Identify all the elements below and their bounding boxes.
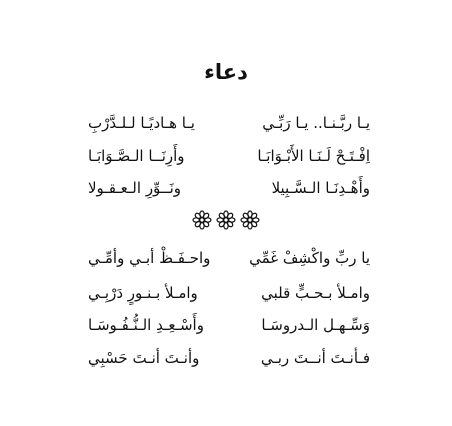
- verse-first-hemistich: وَسِّـهـل الـدروسَـا: [261, 316, 370, 334]
- verse-second-hemistich: واحـفَـظْ أبـي وأمِّـي: [88, 249, 211, 267]
- verse-first-hemistich: يا ربِّ واكْشِفْ غَمِّي: [249, 249, 370, 267]
- verse-second-hemistich: وأنـتَ أنـتَ حَسْبِي: [88, 349, 200, 367]
- verse-first-hemistich: وامـلأ بـحـبٍّ قلبي: [261, 284, 370, 302]
- poem-title: دعاء: [204, 60, 248, 84]
- flower-ornament-icon: [192, 210, 212, 230]
- verse-line: [88, 143, 370, 169]
- verse-line: [88, 280, 370, 306]
- verse-second-hemistich: وأَرِنَــا الـصَّـوَابَـا: [88, 147, 185, 165]
- verse-line: [88, 312, 370, 338]
- verse-first-hemistich: فـأنـتَ أنــتَ ربـي: [260, 349, 370, 367]
- flower-ornament-icon: [240, 210, 260, 230]
- flower-ornament-icon: [216, 210, 236, 230]
- verse-first-hemistich: يـا ربَّـنـا.. يـا رَبِّـي: [262, 114, 370, 132]
- verse-second-hemistich: يـا هـاديًـا لـلـدَّرْبِ: [88, 114, 195, 132]
- verse-line: [88, 175, 370, 201]
- ornament-divider: [0, 208, 452, 232]
- verse-first-hemistich: اِفْـتَـحْ لَـنَـا الأَبْـوَابَـا: [257, 147, 370, 165]
- verse-second-hemistich: وامـلأ بـنـورٍ دَرْبِـي: [88, 284, 198, 302]
- verse-line: [88, 110, 370, 136]
- verse-line: [88, 245, 370, 271]
- verse-second-hemistich: وأَسْـعِـدِ الـنُّـفُـوسَـا: [88, 316, 204, 334]
- verse-line: [88, 345, 370, 371]
- verse-second-hemistich: ونَــوِّرِ الـعـقـولا: [88, 179, 182, 197]
- verse-first-hemistich: وأَهْـدِنَـا الـسَّـبِيلا: [271, 179, 370, 197]
